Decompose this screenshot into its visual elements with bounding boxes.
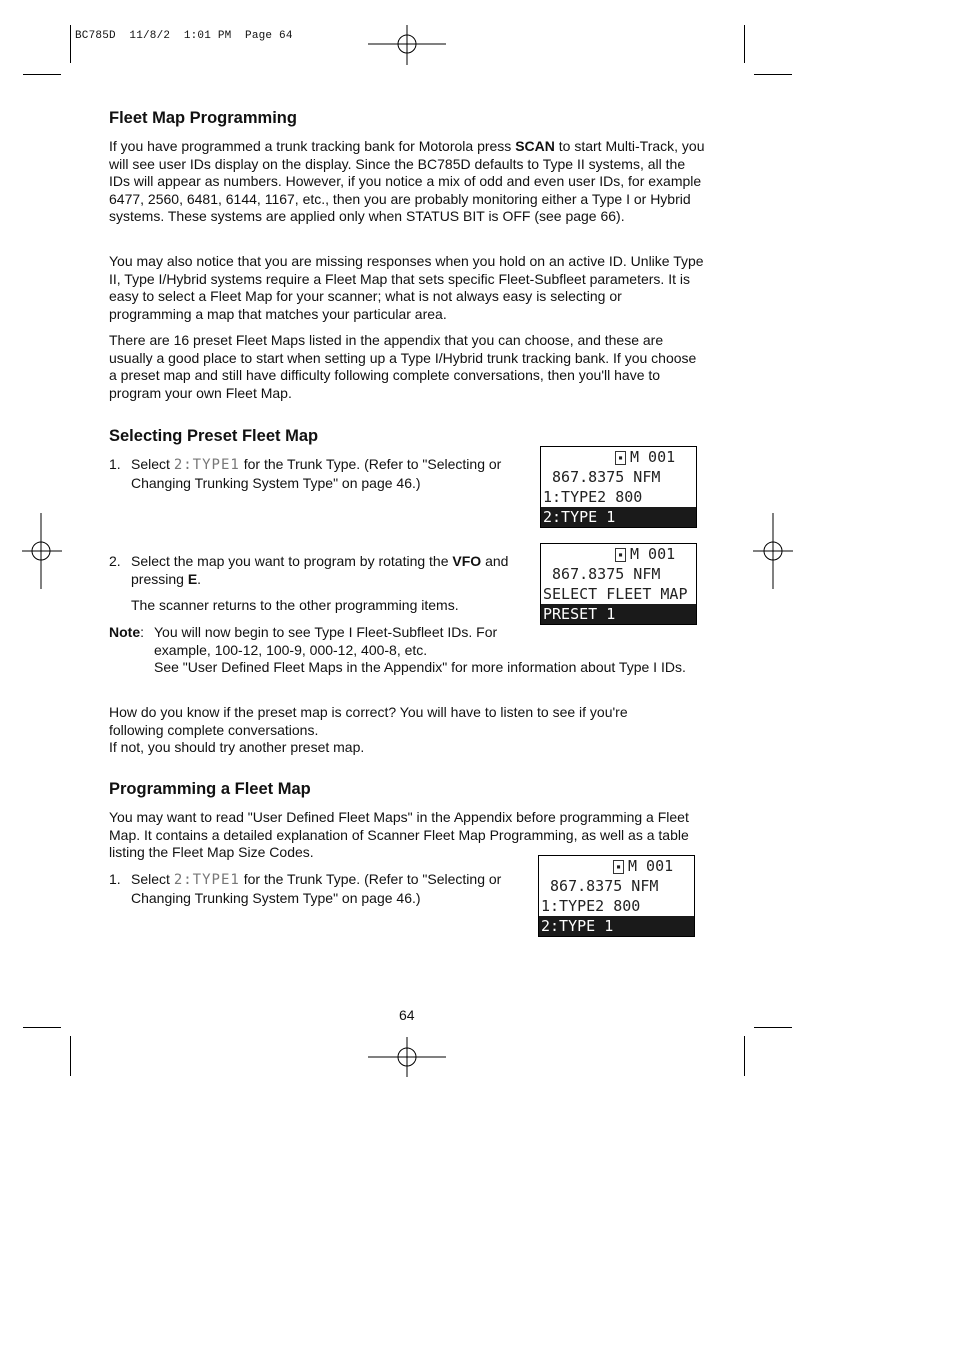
lcd-row-1: [541, 447, 696, 467]
lcd-indicator-icon: ▪: [615, 548, 626, 562]
step-number: 1.: [109, 871, 121, 887]
note-text-line2: See "User Defined Fleet Maps in the Appendix" for more information about Type I IDs.: [154, 659, 686, 675]
lcd-row-4-selected: PRESET 1: [541, 604, 696, 624]
lcd-display-type-select: [540, 446, 697, 528]
step-text-c: .: [197, 570, 202, 587]
e-key-label: E: [187, 570, 198, 587]
lcd-line: M 001: [630, 448, 676, 466]
step-text: [131, 871, 531, 907]
lcd-row-2: 867.8375 NFM: [541, 877, 659, 895]
lcd-row-1: [539, 856, 694, 876]
step-select-type1: [109, 456, 534, 492]
note-label: [109, 624, 144, 642]
step-text: [131, 456, 531, 492]
crop-mark-bottom-left-v: [70, 1036, 71, 1076]
step-select-type1-programming: [109, 871, 534, 907]
lcd-row-4-selected: 2:TYPE 1: [541, 507, 696, 527]
note-colon: :: [140, 624, 145, 640]
lcd-row-2: 867.8375 NFM: [543, 468, 661, 486]
lcd-row-1: [541, 544, 696, 564]
note-label-text: Note: [109, 624, 141, 640]
crop-mark-bottom-right-v: [744, 1036, 745, 1076]
registration-mark-right: [753, 513, 793, 589]
step-result-text: The scanner returns to the other programming items.: [131, 597, 459, 613]
crop-mark-top-left-h: [23, 74, 61, 75]
lcd-row-3: 1:TYPE2 800: [541, 897, 641, 915]
paragraph-preset-maps: There are 16 preset Fleet Maps listed in the appendix that you can choose, and these are usually a good place to start when setting up a Type I/Hybrid trunk tracking bank. If you choose a preset map and still have difficulty following complete conversations, then you'll have to program your own Fleet Map.: [109, 332, 697, 401]
crop-mark-bottom-left-h: [23, 1027, 61, 1028]
step-text-a: Select the map you want to program by rotating the: [131, 553, 453, 569]
lcd-row-4-selected: 2:TYPE 1: [539, 916, 694, 936]
step-text-a: Select: [131, 456, 174, 472]
step-text-b: for the Trunk Type. (Refer to "Selecting or Changing Trunking System Type" on page 46.): [131, 456, 502, 491]
heading-fleet-map-programming: Fleet Map Programming: [109, 109, 297, 127]
lcd-row-3: SELECT FLEET MAP: [543, 585, 688, 603]
step-select-map: [109, 553, 534, 589]
printer-slug: BC785D 11/8/2 1:01 PM Page 64: [75, 30, 293, 42]
step-text-a: Select: [131, 871, 174, 887]
registration-mark-left: [22, 513, 62, 589]
registration-mark-top: [368, 25, 446, 65]
lcd-indicator-icon: ▪: [615, 451, 626, 465]
intro-text-b: to start Multi-Track, you will see user IDs display on the display. Since the BC785D defaults to Type II systems, all the IDs will appear as numbers. However, if you notice a mix of odd and even user IDs, for example 6477, 2560, 6481, 6144, 1167, etc., then you are probably monitoring either a Type I or Hybrid systems. These systems are applied only when STATUS BIT is OFF (see page 66).: [109, 138, 705, 225]
step-number: 2.: [109, 553, 121, 569]
paragraph-how-do-you-know: How do you know if the preset map is correct? You will have to listen to see if you're following complete conversations.: [109, 704, 628, 738]
step-text-b: and pressing: [131, 553, 509, 587]
scan-key-label: SCAN: [515, 138, 555, 154]
paragraph-user-defined: You may want to read "User Defined Fleet Maps" in the Appendix before programming a Fleet Map. It contains a detailed explanation of Scanner Fleet Map Programming, as well as a table listing the Fleet Map Size Codes.: [109, 809, 689, 861]
lcd-indicator-icon: ▪: [613, 860, 624, 874]
step-text-b: for the Trunk Type. (Refer to "Selecting or Changing Trunking System Type" on page 46.): [131, 871, 502, 906]
lcd-row-3: 1:TYPE2 800: [543, 488, 643, 506]
heading-selecting-preset-fleet-map: Selecting Preset Fleet Map: [109, 427, 319, 445]
paragraph-intro: [109, 138, 705, 226]
crop-mark-top-left-v: [70, 25, 71, 63]
intro-text-a: If you have programmed a trunk tracking bank for Motorola press: [109, 138, 516, 154]
note-text-line1: You will now begin to see Type I Fleet-Subfleet IDs. For example, 100-12, 100-9, 000-12, 400-8, etc.: [154, 624, 498, 658]
step-number: 1.: [109, 456, 121, 472]
heading-programming-a-fleet-map: Programming a Fleet Map: [109, 780, 311, 798]
lcd-display-type-select-2: [538, 855, 695, 937]
crop-mark-bottom-right-h: [754, 1027, 792, 1028]
paragraph-try-another: If not, you should try another preset map.: [109, 739, 365, 755]
lcd-text-type1: 2:TYPE1: [173, 872, 240, 888]
lcd-line: M 001: [630, 545, 676, 563]
lcd-display-select-fleet-map: [540, 543, 697, 625]
lcd-line: M 001: [628, 857, 674, 875]
vfo-key-label: VFO: [452, 553, 482, 569]
lcd-row-2: 867.8375 NFM: [543, 565, 661, 583]
page-number: 64: [399, 1007, 415, 1023]
lcd-text-type1: 2:TYPE1: [173, 457, 240, 473]
step-text: [131, 553, 511, 588]
paragraph-missing-responses: You may also notice that you are missing responses when you hold on an active ID. Unlike Type II, Type I/Hybrid systems require a Fleet Map that sets specific Fleet-Subfleet parameters. It is easy to select a Fleet Map for your scanner; what is not always easy is selecting or programming a map that matches your particular area.: [109, 253, 704, 322]
crop-mark-top-right-h: [754, 74, 792, 75]
crop-mark-top-right-v: [744, 25, 745, 63]
registration-mark-bottom: [368, 1037, 446, 1077]
